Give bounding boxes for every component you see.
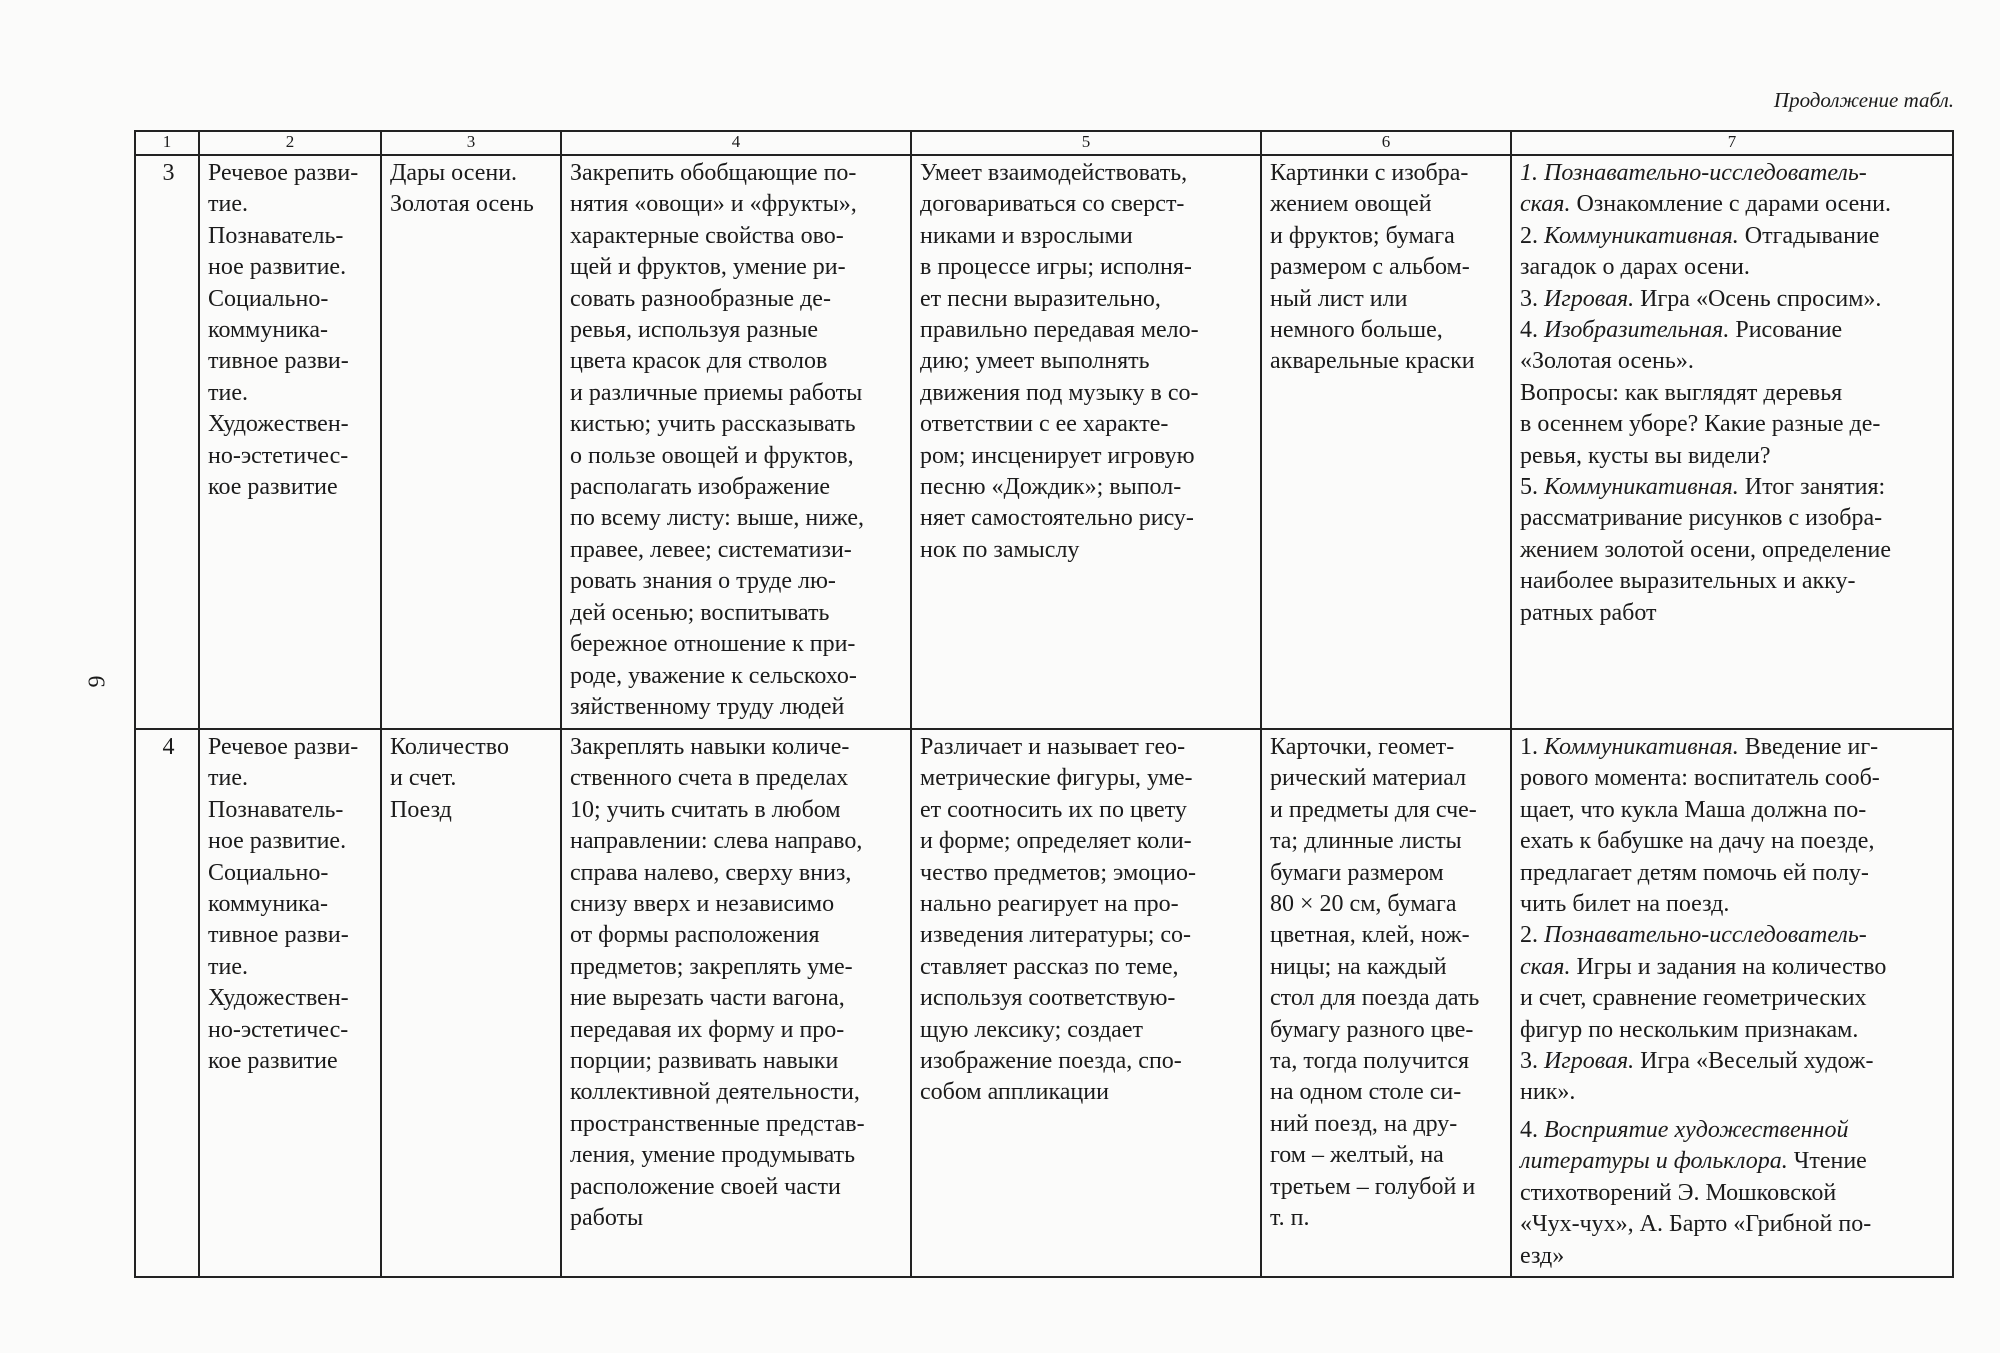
areas-cell — [199, 155, 381, 729]
text-line: Речевое разви- — [208, 734, 359, 760]
column-number: 5 — [911, 131, 1261, 155]
activity-text: Чтение — [1787, 1148, 1867, 1175]
text-line: и счет, сравнение геометрических — [1520, 985, 1867, 1012]
areas-cell — [199, 729, 381, 1277]
text-line: щей и фруктов, умение ри- — [570, 254, 846, 281]
text-line: «Золотая осень». — [1520, 348, 1694, 375]
text-line: Умеет взаимодействовать, — [920, 160, 1188, 186]
text-line: наиболее выразительных и акку- — [1520, 568, 1856, 595]
text-line: тивное разви- — [208, 348, 349, 375]
text-line: размером с альбом- — [1270, 254, 1470, 281]
text-line: снизу вверх и независимо — [570, 891, 835, 918]
activity-text: Игра «Веселый худож- — [1634, 1048, 1874, 1075]
text-line: цвета красок для стволов — [570, 348, 828, 375]
text-line: ет песни выразительно, — [920, 285, 1161, 312]
text-line: Золотая осень — [390, 191, 534, 218]
activity-type: литературы и фольклора. — [1520, 1148, 1788, 1175]
text-line: ответствии с ее характе- — [920, 411, 1169, 438]
lesson-plan-table — [134, 130, 1954, 1278]
text-line: договариваться со сверст- — [920, 191, 1185, 218]
activity-type: Коммуникативная. — [1544, 474, 1739, 501]
text-line: бережное отношение к при- — [570, 631, 856, 658]
text-line: ревья, кусты вы видели? — [1520, 442, 1771, 469]
activity-number: 4. — [1520, 1116, 1544, 1143]
text-line: работы — [570, 1205, 644, 1232]
text-line: коллективной деятельности, — [570, 1079, 860, 1106]
text-line: тие. — [208, 379, 248, 406]
materials-cell — [1261, 155, 1511, 729]
text-line: правильно передавая мело- — [920, 317, 1199, 344]
text-line: собом аппликации — [920, 1079, 1109, 1106]
column-number: 6 — [1261, 131, 1511, 155]
text-line: и фруктов; бумага — [1270, 222, 1455, 249]
text-line: цветная, клей, нож- — [1270, 922, 1470, 949]
text-line: совать разнообразные де- — [570, 285, 831, 312]
text-line: «Чух-чух», А. Барто «Грибной по- — [1520, 1211, 1872, 1238]
text-line: 80 × 20 см, бумага — [1270, 891, 1457, 918]
text-line: Социально- — [208, 859, 329, 886]
text-line: ственного счета в пределах — [570, 765, 849, 792]
table-row — [135, 155, 1953, 729]
text-line: Познаватель- — [208, 796, 344, 823]
text-line: зяйственному труду людей — [570, 693, 845, 720]
text-line: бумагу разного цве- — [1270, 1016, 1474, 1043]
text-line — [1520, 221, 1947, 252]
text-line: Количество — [390, 734, 509, 760]
text-line: располагать изображение — [570, 474, 831, 501]
activity-type: 1. Познавательно-исследователь- — [1520, 160, 1867, 186]
text-line: предметов; закреплять уме- — [570, 953, 853, 980]
table-row — [135, 729, 1953, 1277]
column-number-row — [135, 131, 1953, 155]
text-line: ровать знания о труде лю- — [570, 568, 836, 595]
text-line: жением золотой осени, определение — [1520, 536, 1892, 563]
text-line — [1520, 920, 1947, 951]
text-line: ром; инсценирует игровую — [920, 442, 1195, 469]
text-line: ние вырезать части вагона, — [570, 985, 845, 1012]
row-number: 4 — [135, 729, 199, 1277]
text-line: тивное разви- — [208, 922, 349, 949]
text-line: Различает и называет гео- — [920, 734, 1186, 760]
text-line: акварельные краски — [1270, 348, 1475, 375]
text-line: метрические фигуры, уме- — [920, 765, 1193, 792]
text-line: Познаватель- — [208, 222, 344, 249]
text-line: третьем – голубой и — [1270, 1173, 1476, 1200]
text-line: ления, умение продумывать — [570, 1142, 856, 1169]
text-line: няет самостоятельно рису- — [920, 505, 1194, 532]
text-line: направлении: слева направо, — [570, 828, 863, 855]
activity-number: 4. — [1520, 317, 1544, 344]
text-line: бумаги размером — [1270, 859, 1444, 886]
text-line — [1520, 952, 1947, 983]
activity-type: ская. — [1520, 191, 1571, 218]
activity-text: Рисование — [1729, 317, 1843, 344]
text-line: и счет. — [390, 765, 457, 792]
text-line: ревья, используя разные — [570, 317, 819, 344]
text-line: езд» — [1520, 1242, 1565, 1269]
text-line: загадок о дарах осени. — [1520, 254, 1750, 281]
column-number: 3 — [381, 131, 561, 155]
text-line: и различные приемы работы — [570, 379, 863, 406]
column-number: 7 — [1511, 131, 1953, 155]
activity-number: 5. — [1520, 474, 1544, 501]
text-line: ставляет рассказ по теме, — [920, 953, 1179, 980]
text-line: ратных работ — [1520, 599, 1657, 626]
text-line: изведения литературы; со- — [920, 922, 1192, 949]
text-line: никами и взрослыми — [920, 222, 1133, 249]
text-line: тие. — [208, 953, 248, 980]
text-line: жением овощей — [1270, 191, 1432, 218]
text-line: тие. — [208, 191, 248, 218]
column-number: 2 — [199, 131, 381, 155]
text-line: чество предметов; эмоцио- — [920, 859, 1196, 886]
text-line — [1520, 732, 1947, 763]
goals-cell — [561, 155, 911, 729]
text-line — [1520, 1146, 1947, 1177]
activity-number: 3. — [1520, 1048, 1544, 1075]
activity-text: Отгадывание — [1738, 222, 1880, 249]
text-line: рический материал — [1270, 765, 1467, 792]
text-line: фигур по нескольким признакам. — [1520, 1016, 1859, 1043]
text-line: 10; учить считать в любом — [570, 796, 841, 823]
outcomes-cell — [911, 155, 1261, 729]
text-line: нятия «овощи» и «фрукты», — [570, 191, 857, 218]
continuation-caption: Продолжение табл. — [1773, 88, 1954, 112]
text-line: по всему листу: выше, ниже, — [570, 505, 865, 532]
text-line: чить билет на поезд. — [1520, 891, 1730, 918]
text-line: в осеннем уборе? Какие разные де- — [1520, 411, 1881, 438]
activity-text: Введение иг- — [1738, 734, 1879, 760]
text-line: ет соотносить их по цвету — [920, 796, 1187, 823]
activities-cell — [1511, 729, 1953, 1277]
text-line: движения под музыку в со- — [920, 379, 1199, 406]
activity-type: Изобразительная. — [1544, 317, 1730, 344]
topic-cell — [381, 729, 561, 1277]
activity-type: Восприятие художественной — [1544, 1116, 1849, 1143]
text-line: рассматривание рисунков с изобра- — [1520, 505, 1883, 532]
text-line: дию; умеет выполнять — [920, 348, 1150, 375]
text-line — [1520, 284, 1947, 315]
text-line: дей осенью; воспитывать — [570, 599, 830, 626]
goals-cell — [561, 729, 911, 1277]
column-number: 1 — [135, 131, 199, 155]
text-line: о пользе овощей и фруктов, — [570, 442, 854, 469]
text-line: ный лист или — [1270, 285, 1408, 312]
text-line: но-эстетичес- — [208, 442, 349, 469]
text-line — [1520, 158, 1947, 189]
activity-type: Познавательно-исследователь- — [1544, 922, 1867, 949]
text-line: стихотворений Э. Мошковской — [1520, 1179, 1837, 1206]
activity-text: Итог занятия: — [1738, 474, 1886, 501]
activity-text: Игры и задания на количество — [1570, 953, 1887, 980]
text-line: стол для поезда дать — [1270, 985, 1480, 1012]
text-line: Художествен- — [208, 411, 349, 438]
text-line: та; длинные листы — [1270, 828, 1462, 855]
activity-text: Ознакомление с дарами осени. — [1570, 191, 1891, 218]
text-line: Речевое разви- — [208, 160, 359, 186]
activity-type: ская. — [1520, 953, 1571, 980]
text-line: Картинки с изобра- — [1270, 160, 1469, 186]
text-line: кистью; учить рассказывать — [570, 411, 856, 438]
text-line: гом – желтый, на — [1270, 1142, 1444, 1169]
text-line: Закрепить обобщающие по- — [570, 160, 857, 186]
text-line: немного больше, — [1270, 317, 1443, 344]
text-line: Поезд — [390, 796, 452, 823]
text-line: та, тогда получится — [1270, 1048, 1470, 1075]
text-line: порции; развивать навыки — [570, 1048, 839, 1075]
topic-cell — [381, 155, 561, 729]
text-line: в процессе игры; исполня- — [920, 254, 1192, 281]
text-line — [1520, 315, 1947, 346]
text-line: рового момента: воспитатель сооб- — [1520, 765, 1880, 792]
text-line: кое развитие — [208, 474, 338, 501]
activity-type: Игровая. — [1544, 285, 1635, 312]
text-line: Закреплять навыки количе- — [570, 734, 850, 760]
text-line: Карточки, геомет- — [1270, 734, 1455, 760]
text-line: Дары осени. — [390, 160, 518, 186]
text-line: но-эстетичес- — [208, 1016, 349, 1043]
text-line — [1520, 189, 1947, 220]
text-line: Художествен- — [208, 985, 349, 1012]
text-line: щую лексику; создает — [920, 1016, 1143, 1043]
text-line: т. п. — [1270, 1205, 1310, 1232]
text-line: Социально- — [208, 285, 329, 312]
activity-number: 2. — [1520, 222, 1544, 249]
text-line: ник». — [1520, 1079, 1576, 1106]
text-line: Вопросы: как выглядят деревья — [1520, 379, 1843, 406]
text-line: ницы; на каждый — [1270, 953, 1447, 980]
text-line: передавая их форму и про- — [570, 1016, 845, 1043]
text-line — [1520, 472, 1947, 503]
text-line: расположение своей части — [570, 1173, 841, 1200]
activity-number: 2. — [1520, 922, 1544, 949]
activity-type: Коммуникативная. — [1544, 734, 1739, 760]
activities-cell — [1511, 155, 1953, 729]
text-line: щает, что кукла Маша должна по- — [1520, 796, 1867, 823]
text-line: коммуника- — [208, 317, 328, 344]
outcomes-cell — [911, 729, 1261, 1277]
activity-type: Коммуникативная. — [1544, 222, 1739, 249]
activity-number: 3. — [1520, 285, 1544, 312]
text-line: ное развитие. — [208, 254, 347, 281]
activity-type: Игровая. — [1544, 1048, 1635, 1075]
text-line: изображение поезда, спо- — [920, 1048, 1182, 1075]
activity-text: Игра «Осень спросим». — [1634, 285, 1882, 312]
text-line: ное развитие. — [208, 828, 347, 855]
text-line: от формы расположения — [570, 922, 820, 949]
materials-cell — [1261, 729, 1511, 1277]
text-line: предлагает детям помочь ей полу- — [1520, 859, 1869, 886]
text-line: коммуника- — [208, 891, 328, 918]
text-line: и форме; определяет коли- — [920, 828, 1192, 855]
text-line: нок по замыслу — [920, 536, 1080, 563]
row-number: 3 — [135, 155, 199, 729]
text-line: характерные свойства ово- — [570, 222, 844, 249]
page-number: 9 — [84, 675, 111, 688]
text-line — [1520, 1046, 1947, 1077]
text-line: ехать к бабушке на дачу на поезде, — [1520, 828, 1875, 855]
text-line: кое развитие — [208, 1048, 338, 1075]
activity-number: 1. — [1520, 734, 1544, 760]
text-line — [1520, 1115, 1947, 1146]
text-line: тие. — [208, 765, 248, 792]
text-line: правее, левее; систематизи- — [570, 536, 852, 563]
text-line: нально реагирует на про- — [920, 891, 1179, 918]
text-line: используя соответствую- — [920, 985, 1176, 1012]
text-line: роде, уважение к сельскохо- — [570, 662, 857, 689]
text-line: и предметы для сче- — [1270, 796, 1477, 823]
text-line: песню «Дождик»; выпол- — [920, 474, 1182, 501]
text-line: пространственные представ- — [570, 1110, 865, 1137]
text-line: ний поезд, на дру- — [1270, 1110, 1458, 1137]
text-line: на одном столе си- — [1270, 1079, 1462, 1106]
column-number: 4 — [561, 131, 911, 155]
text-line: справа налево, сверху вниз, — [570, 859, 852, 886]
